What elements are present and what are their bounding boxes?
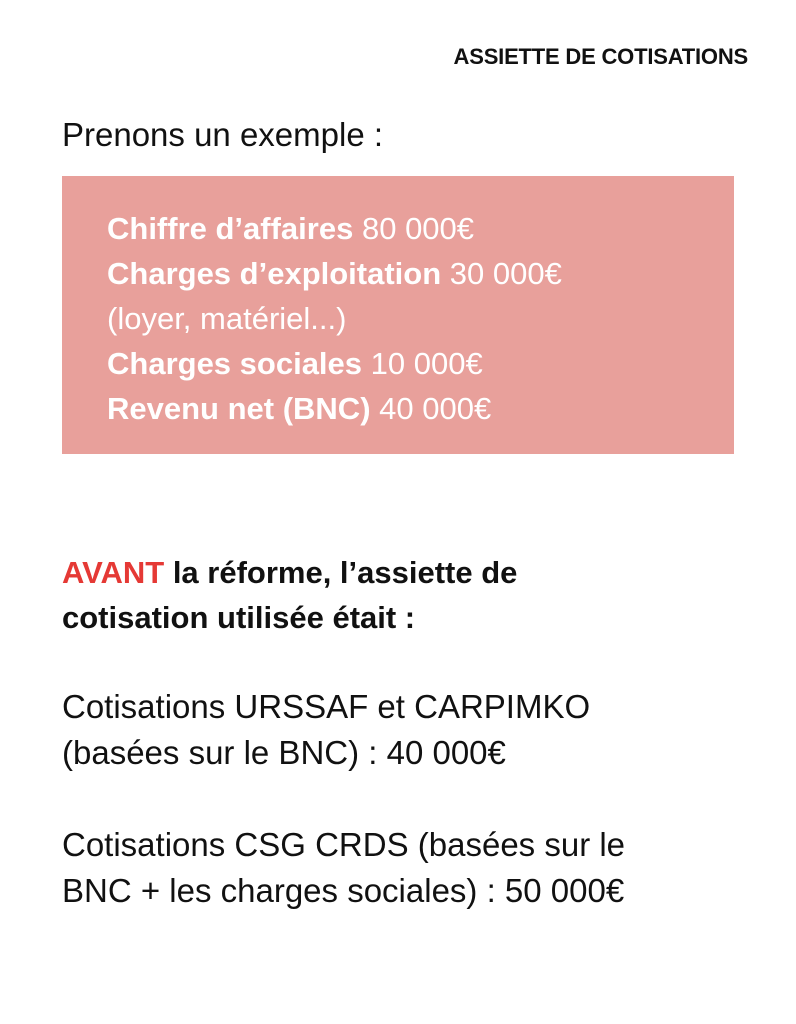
example-value: 80 000€ [361,211,475,246]
example-line-operating-costs [107,251,562,296]
example-box [62,176,734,454]
before-reform-heading [62,550,752,640]
example-lines [107,206,562,431]
example-label: Chiffre d’affaires [107,211,354,246]
intro-text: Prenons un exemple : [62,116,384,153]
paragraph-line: Cotisations URSSAF et CARPIMKO [62,688,591,725]
example-label: Charges sociales [107,346,363,381]
urssaf-carpimko-paragraph [62,684,762,776]
example-value: 10 000€ [370,346,483,381]
before-reform-line2: cotisation utilisée était : [62,600,416,635]
example-label: Revenu net (BNC) [107,391,371,426]
example-line-net-income [107,386,562,431]
before-reform-line1-rest: la réforme, l’assiette de [172,555,518,590]
page-header-title: ASSIETTE DE COTISATIONS [453,44,748,69]
example-value: 30 000€ [449,256,562,291]
before-reform-line1 [62,550,752,595]
example-value: 40 000€ [379,391,492,426]
example-line-operating-costs-note [107,296,562,341]
paragraph-line: BNC + les charges sociales) : 50 000€ [62,872,625,909]
paragraph-line: (basées sur le BNC) : 40 000€ [62,734,506,771]
example-label: Charges d’exploitation [107,256,442,291]
example-value: (loyer, matériel...) [107,301,347,336]
example-line-revenue [107,206,562,251]
paragraph-line: Cotisations CSG CRDS (basées sur le [62,826,626,863]
before-reform-highlight: AVANT [62,555,165,590]
example-line-social-charges [107,341,562,386]
csg-crds-paragraph [62,822,762,914]
